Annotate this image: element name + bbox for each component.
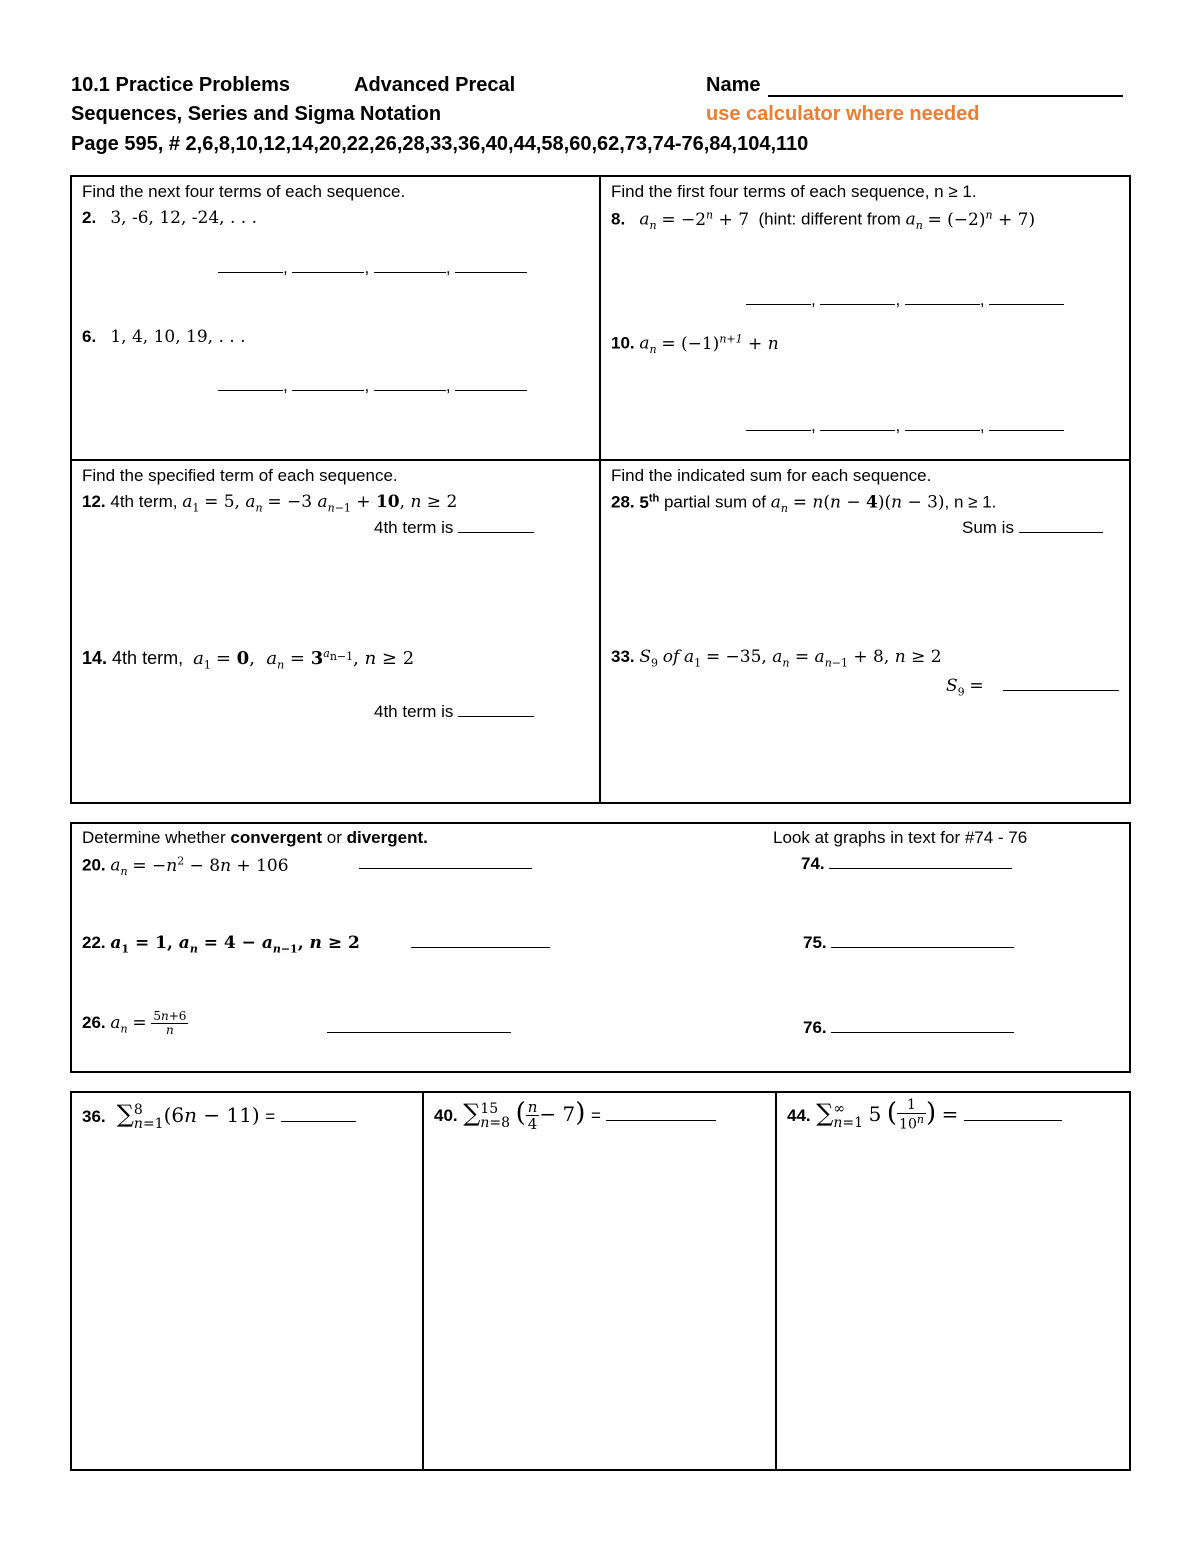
problem-number: 2. [82,208,97,227]
course-name: Advanced Precal [354,74,516,96]
section-next-terms-heading: Find the next four terms of each sequence. [82,182,406,201]
sigma-box [70,1091,1131,1471]
problem-40: 40. ∑ 15 n=8 ( $\frac{n}{4}$ − 7) = [434,1098,716,1133]
sigma-divider-1 [422,1091,424,1471]
worksheet-title: 10.1 Practice Problems [71,74,291,96]
problem-28: 28. 5th partial sum of $a_n = n(n - 4)(n - 3)$, n ≥ 1. [611,492,997,516]
answer-label: 4th term is [374,702,454,721]
problem-44: 44. ∑ ∞ n=1 5 ( $\frac{1}{10^n}$ ) = [787,1098,1062,1133]
heading-bold-convergent: convergent [230,828,322,847]
problem-33: 33. $S_9$ of $a_1 = -35$, $a_n = a_{n-1} + 8$, n ≥ 2 [611,647,942,670]
problem-22: 22. $a_1 = 1$, $a_n = 4 - a_{n-1}$, n ≥ 2 [82,933,360,956]
problem-14: 14. 4th term, $a_1 = 0$, $a_n = 3^{a_{n-1}}$, n ≥ 2 [82,647,415,672]
assignment-line: Page 595, # 2,6,8,10,12,14,20,22,26,28,33,36,40,44,58,60,62,73,74-76,84,104,110 [71,133,809,155]
answer-blanks-8[interactable]: , , , [746,290,1064,310]
answer-blanks-10[interactable]: , , , [746,416,1064,436]
answer-label: Sum is [962,518,1014,537]
problem-number: 44. [787,1106,811,1125]
problem-number: 76. [803,1018,827,1037]
problem-number: 22. [82,933,106,952]
problem-number: 8. [611,209,626,229]
problem-number: 28. [611,492,635,512]
sequence: 3, -6, 12, -24, . . . [110,208,257,228]
problem-36: 36. ∑ 8 n=1 (6n − 11) = [82,1100,356,1131]
section-indicated-sum-heading: Find the indicated sum for each sequence. [611,466,932,485]
section-specified-term-heading: Find the specified term of each sequence. [82,466,398,485]
answer-12[interactable] [374,518,534,538]
top-grid-row-divider [70,459,1131,461]
convergence-heading [82,828,428,848]
problem-12: 12. 4th term, $a_1 = 5$, $a_n = -3$ $a_{n-1} + 10$, n ≥ 2 [82,492,458,515]
answer-label: 4th term is [374,518,454,537]
problem-number: 74. [801,854,825,873]
problem-75 [803,933,1014,953]
answer-14[interactable] [374,702,534,722]
problem-number: 20. [82,855,106,875]
answer-blanks-6[interactable]: , , , [218,376,527,396]
problem-number: 14. [82,648,108,668]
name-blank[interactable] [768,95,1123,97]
heading-text: Determine whether [82,828,226,847]
problem-number: 33. [611,647,635,666]
problem-6 [82,327,246,347]
sigma-divider-2 [775,1091,777,1471]
section-first-terms-heading: Find the first four terms of each sequence, n ≥ 1. [611,182,977,201]
problem-number: 6. [82,327,97,346]
heading-bold-divergent: divergent. [346,828,428,847]
answer-22[interactable] [411,933,550,953]
calculator-note: use calculator where needed [706,103,980,125]
problem-10: 10. $a_n = (-1)^{n+1} + n$ [611,332,779,357]
answer-33[interactable]: $S_9$ = [946,676,1119,698]
problem-text: 4th term, [112,648,184,668]
problem-20: 20. $a_n = -n^2 - 8n + 106$ [82,854,289,879]
problem-number: 10. [611,333,635,353]
sequence: 1, 4, 10, 19, . . . [110,327,246,347]
hint: (hint: different from [758,209,901,229]
problem-text: partial sum of [663,492,767,512]
answer-blanks-2[interactable]: , , , [218,258,527,278]
problem-26: 26. $a_n$ = $\frac{5n+6}{n}$ [82,1009,187,1038]
problem-74 [801,854,1012,874]
problem-number: 26. [82,1013,106,1033]
answer-20[interactable] [359,854,532,874]
problem-number: 40. [434,1106,458,1125]
problem-number: 12. [82,492,106,511]
name-label: Name [706,74,761,96]
answer-26[interactable] [327,1018,511,1038]
top-grid-divider [599,175,601,804]
answer-28[interactable] [962,518,1103,538]
problem-2 [82,208,257,228]
problem-76 [803,1018,1014,1038]
problem-number: 75. [803,933,827,952]
heading-text-or: or [326,828,342,847]
problem-number: 36. [82,1107,106,1126]
problem-text: 4th term, [110,492,178,511]
condition: , n ≥ 1. [944,492,997,512]
worksheet-subtitle: Sequences, Series and Sigma Notation [71,103,442,125]
problem-8: 8. $a_n = -2^n + 7$ (hint: different from $a_n = (-2)^n + 7$) [611,208,1036,233]
graphs-note: Look at graphs in text for #74 - 76 [773,828,1028,847]
